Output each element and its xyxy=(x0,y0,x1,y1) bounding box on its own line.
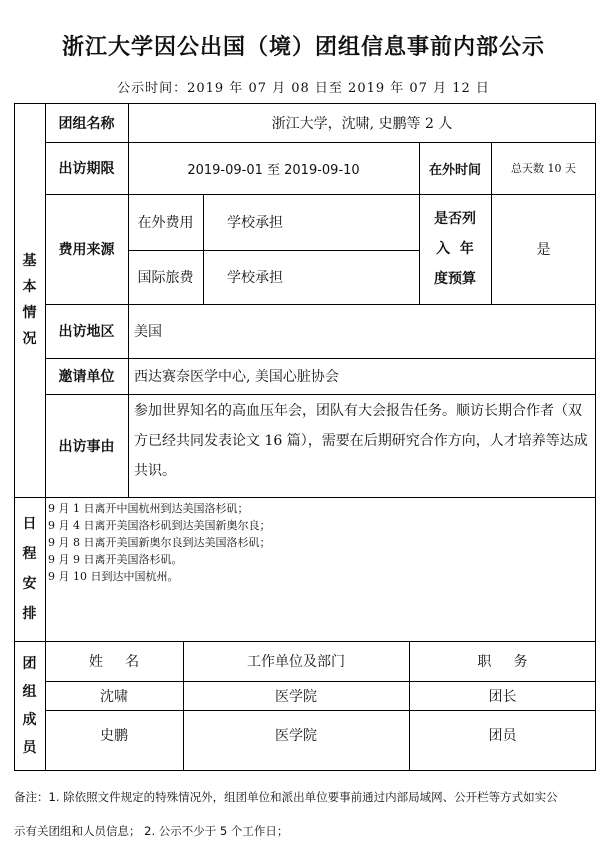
funding-label: 费用来源 xyxy=(58,242,115,258)
list-item: 9 月 8 日离开美国新奥尔良到达美国洛杉矶； xyxy=(48,536,271,549)
table-row-title: 团长 xyxy=(488,688,517,705)
travel-cost-label: 国际旅费 xyxy=(137,270,194,286)
group-name-label: 团组名称 xyxy=(58,115,115,132)
table-row-unit: 医学院 xyxy=(275,728,317,744)
purpose-label: 出访事由 xyxy=(58,438,115,455)
days-value: 总天数 10 天 xyxy=(511,162,576,175)
section-members: 团 组 成 员 xyxy=(22,656,37,756)
destination-label: 出访地区 xyxy=(58,324,115,340)
abroad-cost-value: 学校承担 xyxy=(227,215,283,231)
list-item: 9 月 10 日到达中国杭州。 xyxy=(48,570,179,583)
list-item: 9 月 9 日离开美国洛杉矶。 xyxy=(48,553,183,566)
purpose-value: 参加世界知名的高血压年会，团队有大会报告任务。顺访长期合作者（双方已经共同发表论文 16 篇），需要在后期研究合作方向，人才培养等达成共识。 xyxy=(134,403,588,479)
members-header-title: 职 务 xyxy=(477,654,528,670)
abroad-cost-label: 在外费用 xyxy=(137,215,194,231)
travel-cost-value: 学校承担 xyxy=(227,270,283,286)
members-header-name: 姓 名 xyxy=(88,654,140,670)
inviter-value: 西达赛奈医学中心, 美国心脏协会 xyxy=(134,369,339,385)
group-name-value: 浙江大学，沈啸, 史鹏等 2 人 xyxy=(271,115,453,132)
list-item: 9 月 4 日离开美国洛杉矶到达美国新奥尔良； xyxy=(48,519,271,532)
period-label: 出访期限 xyxy=(58,161,115,177)
footnote-line: 示有关团组和人员信息； 2. 公示不少于 5 个工作日； xyxy=(14,824,289,838)
list-item: 9 月 1 日离开中国杭州到达美国洛杉矶； xyxy=(48,502,249,515)
days-label: 在外时间 xyxy=(428,162,481,178)
page-title: 浙江大学因公出国（境）团组信息事前内部公示 xyxy=(61,35,545,60)
table-row-name: 沈啸 xyxy=(100,688,128,705)
destination-value: 美国 xyxy=(134,324,162,340)
table-row-unit: 医学院 xyxy=(275,688,317,705)
table-row-title: 团员 xyxy=(488,728,517,744)
budget-label: 是否列 入 年 度预算 xyxy=(434,211,476,287)
footnote xyxy=(14,780,596,848)
inviter-label: 邀请单位 xyxy=(58,369,115,385)
budget-value: 是 xyxy=(536,242,551,258)
table-row-name: 史鹏 xyxy=(100,728,128,744)
period-value: 2019-09-01 至 2019-09-10 xyxy=(187,162,360,178)
publish-period: 公示时间：2019 年 07 月 08 日至 2019 年 07 月 12 日 xyxy=(117,81,490,96)
section-basic-info: 基 本 情 况 xyxy=(22,253,37,347)
section-schedule: 日 程 安 排 xyxy=(22,516,37,622)
members-header-unit: 工作单位及部门 xyxy=(247,654,345,670)
schedule-list xyxy=(48,500,588,585)
footnote-line: 备注：1. 除依照文件规定的特殊情况外，组团单位和派出单位要事前通过内部局域网、公开栏等方式如实公 xyxy=(14,790,558,804)
